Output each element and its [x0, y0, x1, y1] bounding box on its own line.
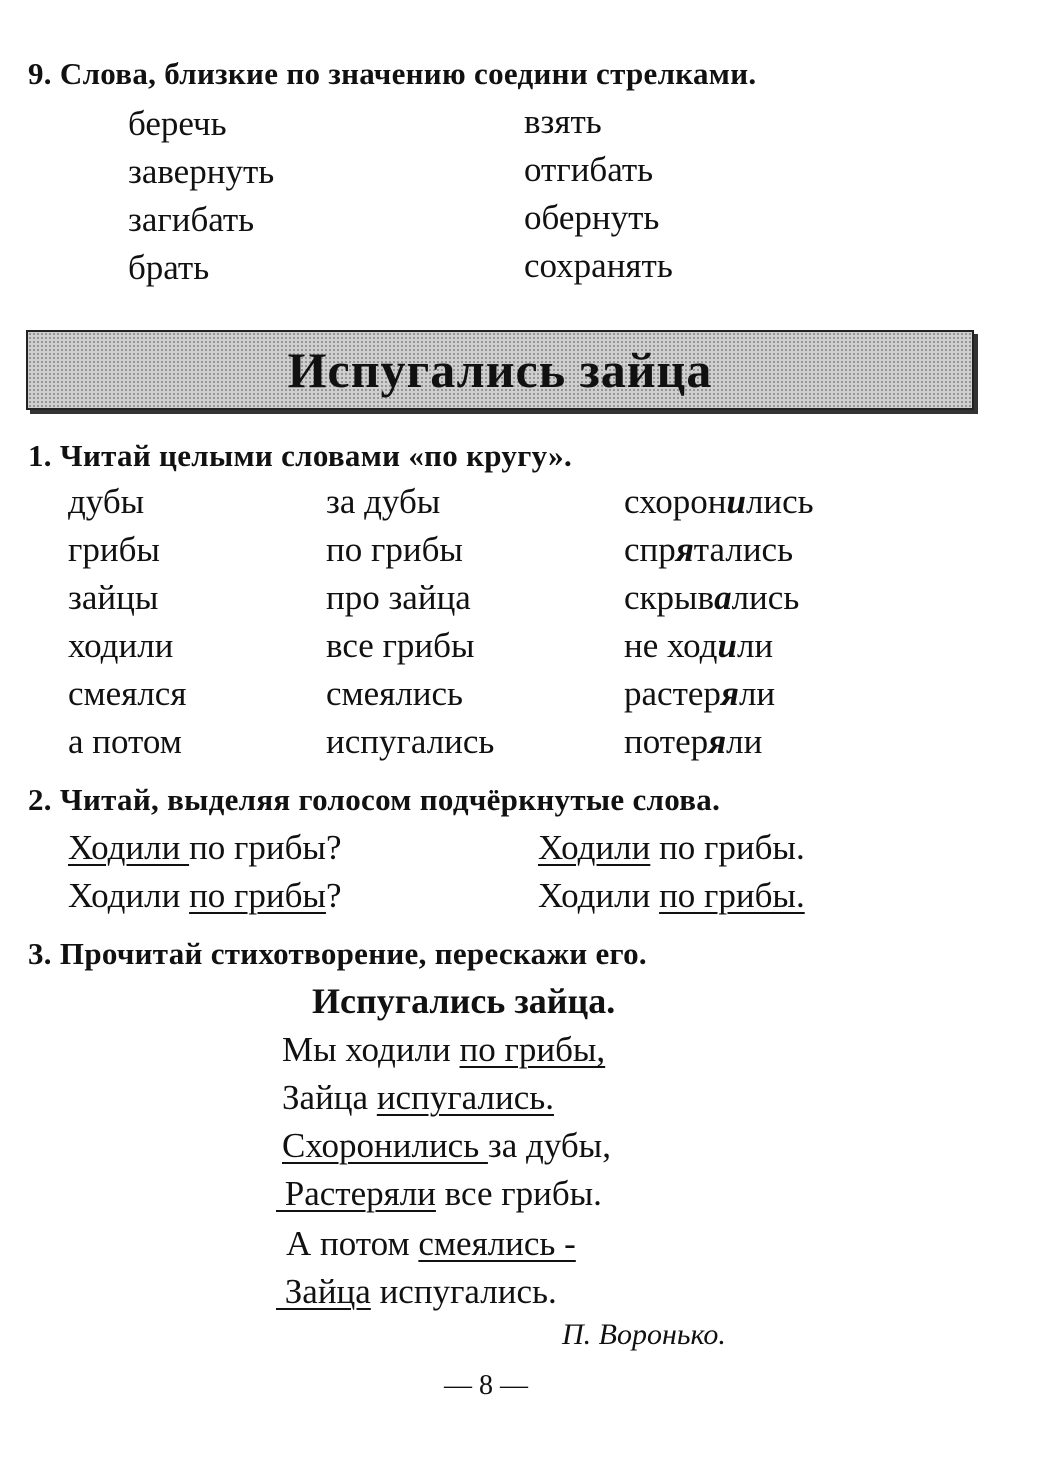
poem-part: за дубы,: [487, 1126, 611, 1165]
poem-title: Испугались зайца.: [312, 981, 616, 1021]
stressed-letter: и: [726, 482, 746, 521]
task1-col3-word: [624, 580, 799, 615]
poem-line: [276, 1274, 557, 1309]
stressed-letter: я: [675, 530, 694, 569]
underlined-word: по грибы.: [659, 876, 805, 915]
word-part: лись: [731, 578, 800, 617]
phrase-part: по грибы?: [189, 828, 342, 867]
word-part: схорон: [624, 482, 727, 521]
task1-col1-word: смеялся: [68, 674, 187, 713]
poem-line: [282, 1032, 605, 1067]
word-part: растер: [624, 674, 721, 713]
task9-left-word: завернуть: [128, 152, 275, 191]
task1-col1-word: грибы: [68, 530, 160, 569]
poem-line: [276, 1176, 602, 1211]
phrase-part: Ходили: [68, 876, 190, 915]
task3-heading: 3. Прочитай стихотворение, перескажи его.: [28, 936, 647, 971]
task1-col1-word: дубы: [68, 482, 145, 521]
task2-phrase: [538, 878, 805, 913]
task9-left-word: загибать: [128, 200, 255, 239]
task1-col1-word: ходили: [68, 626, 174, 665]
word-part: потер: [624, 722, 709, 761]
task9-heading: 9. Слова, близкие по значению соедини стрелками.: [28, 56, 757, 91]
poem-part: испугались.: [370, 1272, 557, 1311]
task9-right-word: сохранять: [524, 246, 673, 285]
lesson-title-banner: [26, 330, 974, 410]
page-number: — 8 —: [444, 1370, 528, 1401]
stressed-letter: я: [708, 722, 727, 761]
poem-part: Мы ходили: [282, 1030, 460, 1069]
lesson-title: Испугались зайца: [287, 342, 713, 398]
underlined-word: испугались.: [376, 1078, 554, 1117]
task1-col2-word: смеялись: [326, 674, 464, 713]
stressed-letter: и: [717, 626, 737, 665]
underlined-word: Ходили: [68, 828, 190, 867]
poem-part: А потом: [286, 1224, 419, 1263]
underlined-word: смеялись -: [418, 1224, 576, 1263]
poem-author: П. Воронько.: [562, 1318, 726, 1351]
word-part: лись: [745, 482, 814, 521]
underlined-word: Схоронились: [282, 1126, 488, 1165]
task1-col3-word: [624, 628, 773, 663]
poem-line: [286, 1226, 576, 1261]
task2-heading: 2. Читай, выделяя голосом подчёркнутые слова.: [28, 782, 721, 817]
poem-line: [282, 1080, 554, 1115]
task1-col2-word: за дубы: [326, 482, 441, 521]
task1-col1-word: зайцы: [68, 578, 159, 617]
word-part: ли: [736, 626, 774, 665]
task1-col2-word: про зайца: [326, 578, 471, 617]
word-part: скрыв: [624, 578, 715, 617]
task1-col3-word: [624, 484, 814, 519]
word-part: тались: [693, 530, 794, 569]
word-part: ли: [738, 674, 776, 713]
task2-phrase: [68, 878, 342, 913]
phrase-part: ?: [325, 876, 342, 915]
underlined-word: Зайца: [276, 1272, 371, 1311]
poem-line: [282, 1128, 611, 1163]
word-part: не ход: [624, 626, 718, 665]
task9-right-word: взять: [524, 102, 602, 141]
task1-col3-word: [624, 532, 793, 567]
stressed-letter: а: [714, 578, 732, 617]
phrase-part: по грибы.: [650, 828, 805, 867]
task9-left-word: беречь: [128, 104, 227, 143]
phrase-part: Ходили: [538, 876, 660, 915]
underlined-word: по грибы,: [459, 1030, 606, 1069]
underlined-word: Ходили: [538, 828, 651, 867]
task1-heading: 1. Читай целыми словами «по кругу».: [28, 438, 573, 473]
word-part: ли: [726, 722, 763, 761]
task9-left-word: брать: [128, 248, 210, 287]
task1-col1-word: а потом: [68, 722, 182, 761]
task1-col2-word: по грибы: [326, 530, 463, 569]
task1-col3-word: [624, 724, 762, 759]
stressed-letter: я: [720, 674, 739, 713]
underlined-word: по грибы: [189, 876, 326, 915]
task1-col2-word: испугались: [326, 722, 495, 761]
underlined-word: Растеряли: [276, 1174, 436, 1213]
task2-phrase: [538, 830, 805, 865]
task1-col2-word: все грибы: [326, 626, 475, 665]
poem-part: все грибы.: [435, 1174, 602, 1213]
task2-phrase: [68, 830, 342, 865]
task1-col3-word: [624, 676, 775, 711]
task9-right-word: отгибать: [524, 150, 654, 189]
task9-right-word: обернуть: [524, 198, 660, 237]
poem-part: Зайца: [282, 1078, 377, 1117]
word-part: спр: [624, 530, 676, 569]
